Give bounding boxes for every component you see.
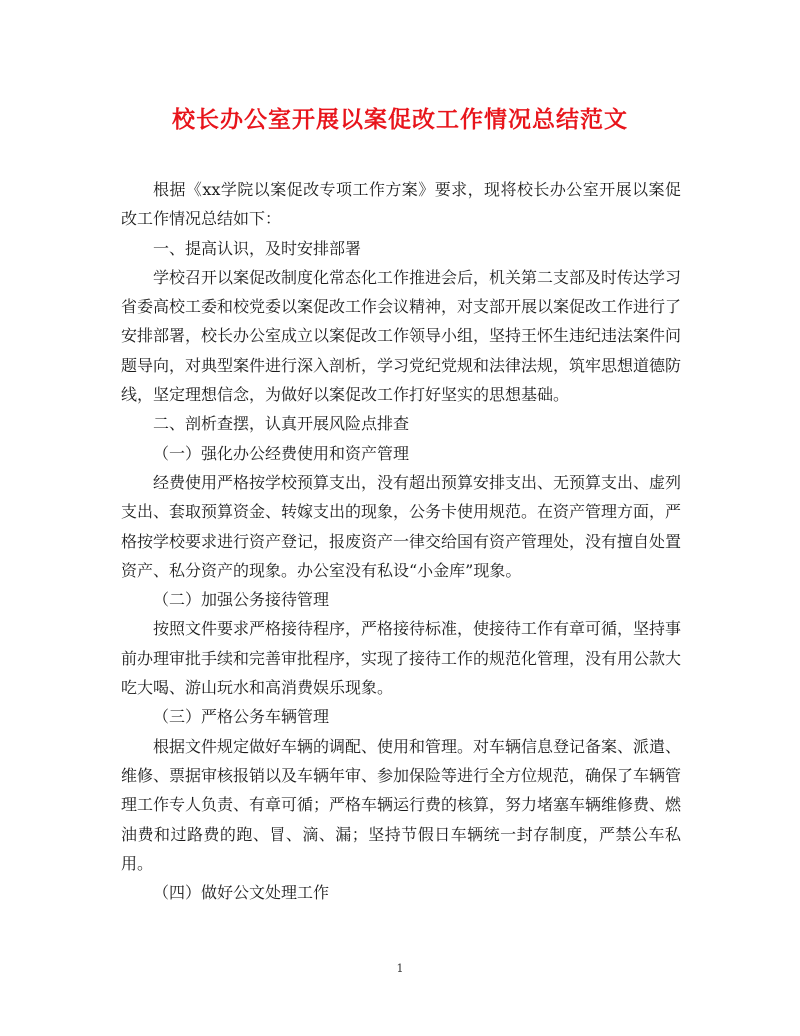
subsection-3-paragraph: 根据文件规定做好车辆的调配、使用和管理。对车辆信息登记备案、派遣、维修、票据审核报销以及车辆年审、参加保险等进行全方位规范，确保了车辆管理工作专人负责、有章可循；严格车辆运行费的核算，努力堵塞车辆维修费、燃油费和过路费的跑、冒、滴、漏；坚持节假日车辆统一封存制度，严禁公车私用。 — [121, 736, 682, 873]
intro-paragraph: 根据《xx学院以案促改专项工作方案》要求，现将校长办公室开展以案促改工作情况总结如下： — [121, 180, 681, 229]
document-body — [121, 175, 681, 907]
section-heading-2: 二、剖析查摆，认真开展风险点排查 — [153, 414, 410, 434]
section-heading-1: 一、提高认识，及时安排部署 — [153, 238, 362, 258]
subsection-heading-2: （二）加强公务接待管理 — [153, 590, 330, 610]
subsection-heading-3: （三）严格公务车辆管理 — [153, 707, 330, 727]
subsection-2-paragraph: 按照文件要求严格接待程序，严格接待标准，使接待工作有章可循，坚持事前办理审批手续和完善审批程序，实现了接待工作的规范化管理，没有用公款大吃大喝、游山玩水和高消费娱乐现象。 — [121, 619, 682, 698]
subsection-heading-1: （一）强化办公经费使用和资产管理 — [153, 443, 410, 463]
subsection-1-paragraph: 经费使用严格按学校预算支出，没有超出预算安排支出、无预算支出、虚列支出、套取预算资金、转嫁支出的现象，公务卡使用规范。在资产管理方面，严格按学校要求进行资产登记，报废资产一律交给国有资产管理处，没有擅自处置资产、私分资产的现象。办公室没有私设“小金库”现象。 — [121, 472, 682, 580]
document-title: 校长办公室开展以案促改工作情况总结范文 — [172, 106, 628, 133]
section-1-paragraph: 学校召开以案促改制度化常态化工作推进会后，机关第二支部及时传达学习省委高校工委和校党委以案促改工作会议精神，对支部开展以案促改工作进行了安排部署，校长办公室成立以案促改工作领导小组，坚持王怀生违纪违法案件问题导向，对典型案件进行深入剖析，学习党纪党规和法律法规，筑牢思想道德防线，坚定理想信念，为做好以案促改工作打好坚实的思想基础。 — [121, 267, 682, 405]
page-number: 1 — [396, 962, 404, 975]
subsection-heading-4: （四）做好公文处理工作 — [153, 883, 330, 903]
